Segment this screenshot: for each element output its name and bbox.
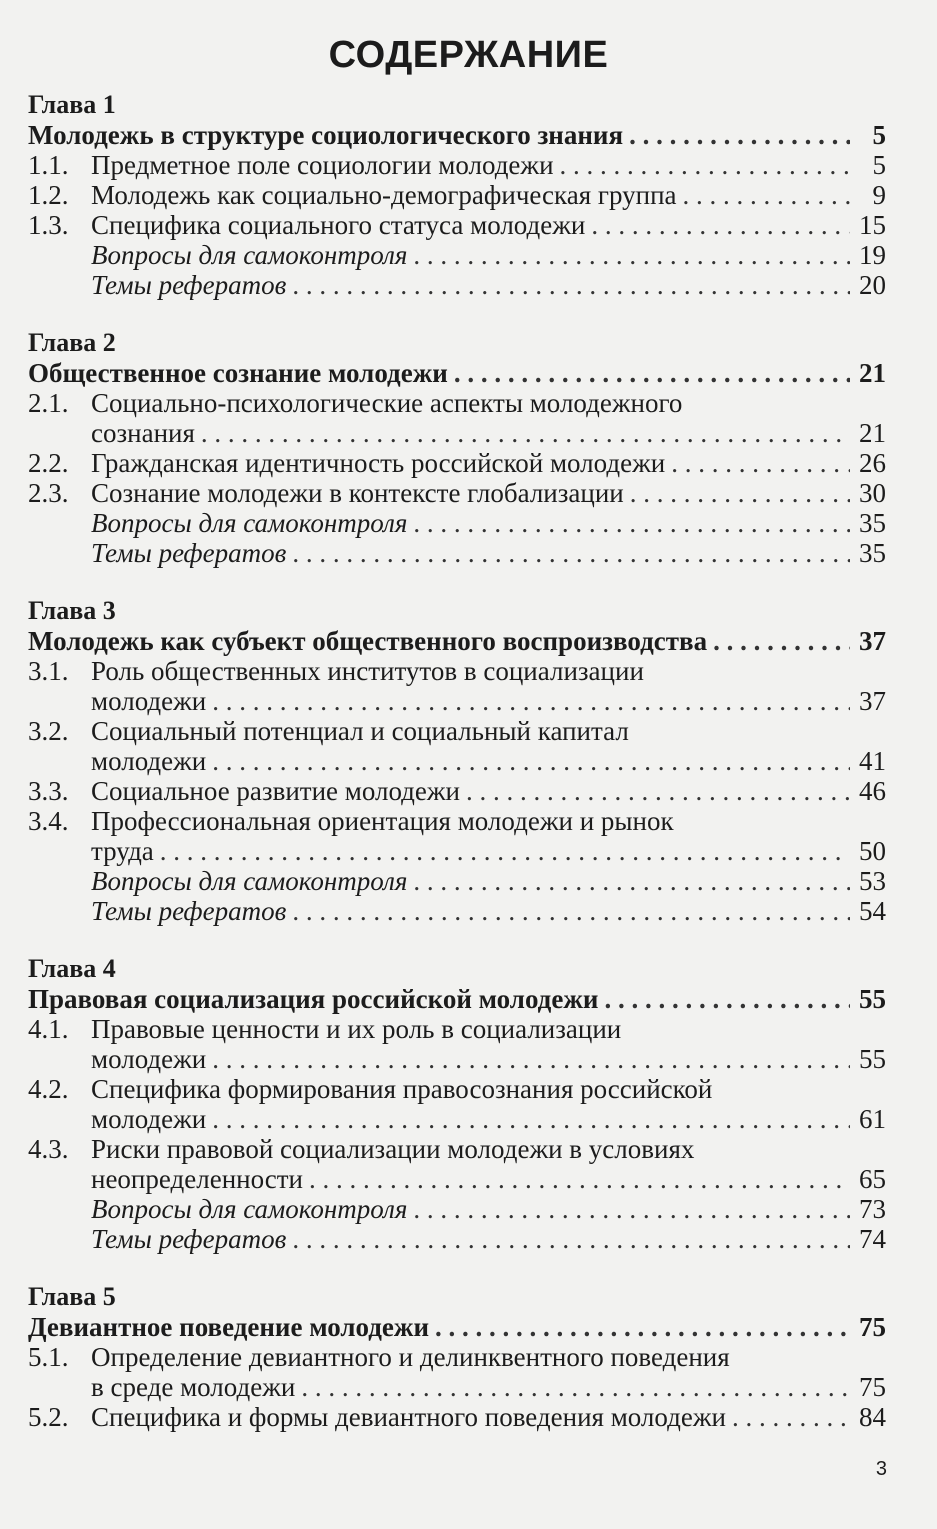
section-title: Социальный потенциал и социальный капитал (91, 716, 629, 746)
section-title-continuation: в среде молодежи (91, 1372, 296, 1402)
chapter-heading: Общественное сознание молодежи (28, 358, 448, 388)
page-ref: 46 (859, 776, 886, 806)
section-entry-continuation[interactable] (28, 836, 886, 866)
essay-topics-entry[interactable] (28, 1224, 886, 1254)
section-entry[interactable] (28, 1342, 886, 1372)
page-ref: 61 (859, 1104, 886, 1134)
dot-leader (413, 866, 850, 896)
self-check-questions-entry[interactable] (28, 866, 886, 896)
dot-leader (560, 150, 850, 180)
dot-leader (212, 746, 850, 776)
dot-leader (292, 896, 850, 926)
page-ref: 5 (872, 120, 886, 150)
section-entry[interactable] (28, 806, 886, 836)
dot-leader (212, 686, 850, 716)
section-title-continuation: неопределенности (91, 1164, 303, 1194)
dot-leader (732, 1402, 850, 1432)
section-number: 3.3. (28, 776, 69, 806)
section-number: 1.2. (28, 180, 69, 210)
chapter-block (28, 328, 886, 568)
section-entry[interactable] (28, 776, 886, 806)
dot-leader (413, 508, 850, 538)
essay-topics-entry[interactable] (28, 538, 886, 568)
section-entry-continuation[interactable] (28, 1372, 886, 1402)
page-ref: 73 (859, 1194, 886, 1224)
page-ref: 35 (859, 538, 886, 568)
page-ref: 75 (859, 1312, 886, 1342)
section-entry[interactable] (28, 478, 886, 508)
page-ref: 65 (859, 1164, 886, 1194)
section-title-continuation: труда (91, 836, 154, 866)
page-ref: 19 (859, 240, 886, 270)
page-ref: 21 (859, 358, 886, 388)
page-ref: 15 (859, 210, 886, 240)
section-title-continuation: молодежи (91, 1104, 207, 1134)
section-number: 5.1. (28, 1342, 69, 1372)
section-entry[interactable] (28, 1074, 886, 1104)
chapter-heading: Молодежь как субъект общественного воспроизводства (28, 626, 708, 656)
page-ref: 37 (859, 626, 886, 656)
section-number: 2.1. (28, 388, 69, 418)
section-number: 4.1. (28, 1014, 69, 1044)
chapter-heading-entry[interactable] (28, 358, 886, 388)
dot-leader (591, 210, 850, 240)
page-ref: 41 (859, 746, 886, 776)
table-of-contents (28, 90, 886, 1460)
essay-topics-title: Темы рефератов (91, 896, 287, 926)
section-entry[interactable] (28, 210, 886, 240)
chapter-block (28, 90, 886, 300)
dot-leader (630, 478, 850, 508)
essay-topics-title: Темы рефератов (91, 1224, 287, 1254)
section-number: 3.1. (28, 656, 69, 686)
dot-leader (413, 1194, 850, 1224)
section-entry-continuation[interactable] (28, 1044, 886, 1074)
dot-leader (671, 448, 850, 478)
section-title: Социальное развитие молодежи (91, 776, 461, 806)
section-number: 2.2. (28, 448, 69, 478)
page-ref: 54 (859, 896, 886, 926)
section-number: 3.2. (28, 716, 69, 746)
dot-leader (713, 626, 850, 656)
section-entry[interactable] (28, 180, 886, 210)
dot-leader (629, 120, 850, 150)
section-number: 1.1. (28, 150, 69, 180)
dot-leader (212, 1104, 850, 1134)
dot-leader (301, 1372, 850, 1402)
chapter-block (28, 954, 886, 1254)
section-entry[interactable] (28, 448, 886, 478)
self-check-questions-title: Вопросы для самоконтроля (91, 866, 408, 896)
section-number: 4.2. (28, 1074, 69, 1104)
section-number: 1.3. (28, 210, 69, 240)
section-title: Специфика формирования правосознания российской (91, 1074, 713, 1104)
dot-leader (212, 1044, 850, 1074)
chapter-heading-entry[interactable] (28, 120, 886, 150)
dot-leader (292, 538, 850, 568)
page-ref: 55 (859, 984, 886, 1014)
section-entry[interactable] (28, 150, 886, 180)
section-number: 3.4. (28, 806, 69, 836)
self-check-questions-entry[interactable] (28, 1194, 886, 1224)
section-title-continuation: молодежи (91, 1044, 207, 1074)
page-ref: 84 (859, 1402, 886, 1432)
page-ref: 55 (859, 1044, 886, 1074)
chapter-label: Глава 4 (28, 954, 116, 983)
dot-leader (201, 418, 850, 448)
section-title: Предметное поле социологии молодежи (91, 150, 554, 180)
section-title: Гражданская идентичность российской молодежи (91, 448, 666, 478)
section-entry[interactable] (28, 656, 886, 686)
self-check-questions-title: Вопросы для самоконтроля (91, 240, 408, 270)
dot-leader (160, 836, 850, 866)
dot-leader (413, 240, 850, 270)
page-ref: 9 (872, 180, 886, 210)
chapter-heading: Правовая социализация российской молодежи (28, 984, 599, 1014)
section-title: Правовые ценности и их роль в социализации (91, 1014, 622, 1044)
page-ref: 30 (859, 478, 886, 508)
dot-leader (604, 984, 850, 1014)
section-entry[interactable] (28, 1014, 886, 1044)
section-title: Социально-психологические аспекты молодежного (91, 388, 683, 418)
section-title: Профессиональная ориентация молодежи и рынок (91, 806, 674, 836)
page-ref: 35 (859, 508, 886, 538)
section-entry-continuation[interactable] (28, 1104, 886, 1134)
page-ref: 20 (859, 270, 886, 300)
page-ref: 26 (859, 448, 886, 478)
section-title: Роль общественных институтов в социализации (91, 656, 644, 686)
section-entry-continuation[interactable] (28, 418, 886, 448)
section-title: Определение девиантного и делинквентного поведения (91, 1342, 730, 1372)
self-check-questions-entry[interactable] (28, 240, 886, 270)
section-entry-continuation[interactable] (28, 746, 886, 776)
dot-leader (435, 1312, 850, 1342)
page-number: 3 (875, 1458, 887, 1480)
self-check-questions-entry[interactable] (28, 508, 886, 538)
section-title: Специфика и формы девиантного поведения молодежи (91, 1402, 726, 1432)
chapter-label: Глава 3 (28, 596, 116, 625)
dot-leader (292, 1224, 850, 1254)
page-ref: 75 (859, 1372, 886, 1402)
chapter-label: Глава 2 (28, 328, 116, 357)
section-entry-continuation[interactable] (28, 1164, 886, 1194)
dot-leader (454, 358, 850, 388)
essay-topics-title: Темы рефератов (91, 270, 287, 300)
chapter-block (28, 1282, 886, 1432)
chapter-block (28, 596, 886, 926)
section-entry[interactable] (28, 388, 886, 418)
section-entry[interactable] (28, 1402, 886, 1432)
section-entry-continuation[interactable] (28, 686, 886, 716)
page-ref: 5 (872, 150, 886, 180)
chapter-heading-entry[interactable] (28, 626, 886, 656)
essay-topics-title: Темы рефератов (91, 538, 287, 568)
dot-leader (292, 270, 850, 300)
section-number: 4.3. (28, 1134, 69, 1164)
self-check-questions-title: Вопросы для самоконтроля (91, 508, 408, 538)
dot-leader (683, 180, 851, 210)
page-ref: 21 (859, 418, 886, 448)
section-title-continuation: сознания (91, 418, 195, 448)
page-title: СОДЕРЖАНИЕ (328, 34, 609, 76)
page-ref: 53 (859, 866, 886, 896)
chapter-heading: Девиантное поведение молодежи (28, 1312, 430, 1342)
page-ref: 74 (859, 1224, 886, 1254)
section-number: 2.3. (28, 478, 69, 508)
chapter-heading-entry[interactable] (28, 984, 886, 1014)
chapter-heading: Молодежь в структуре социологического знания (28, 120, 624, 150)
section-title-continuation: молодежи (91, 746, 207, 776)
essay-topics-entry[interactable] (28, 896, 886, 926)
section-entry[interactable] (28, 1134, 886, 1164)
chapter-heading-entry[interactable] (28, 1312, 886, 1342)
section-title: Риски правовой социализации молодежи в условиях (91, 1134, 695, 1164)
section-title-continuation: молодежи (91, 686, 207, 716)
page-ref: 37 (859, 686, 886, 716)
section-number: 5.2. (28, 1402, 69, 1432)
section-title: Сознание молодежи в контексте глобализации (91, 478, 624, 508)
chapter-label: Глава 5 (28, 1282, 116, 1311)
page-ref: 50 (859, 836, 886, 866)
section-title: Молодежь как социально-демографическая группа (91, 180, 677, 210)
section-entry[interactable] (28, 716, 886, 746)
essay-topics-entry[interactable] (28, 270, 886, 300)
chapter-label: Глава 1 (28, 90, 116, 119)
dot-leader (309, 1164, 850, 1194)
section-title: Специфика социального статуса молодежи (91, 210, 586, 240)
self-check-questions-title: Вопросы для самоконтроля (91, 1194, 408, 1224)
dot-leader (466, 776, 850, 806)
